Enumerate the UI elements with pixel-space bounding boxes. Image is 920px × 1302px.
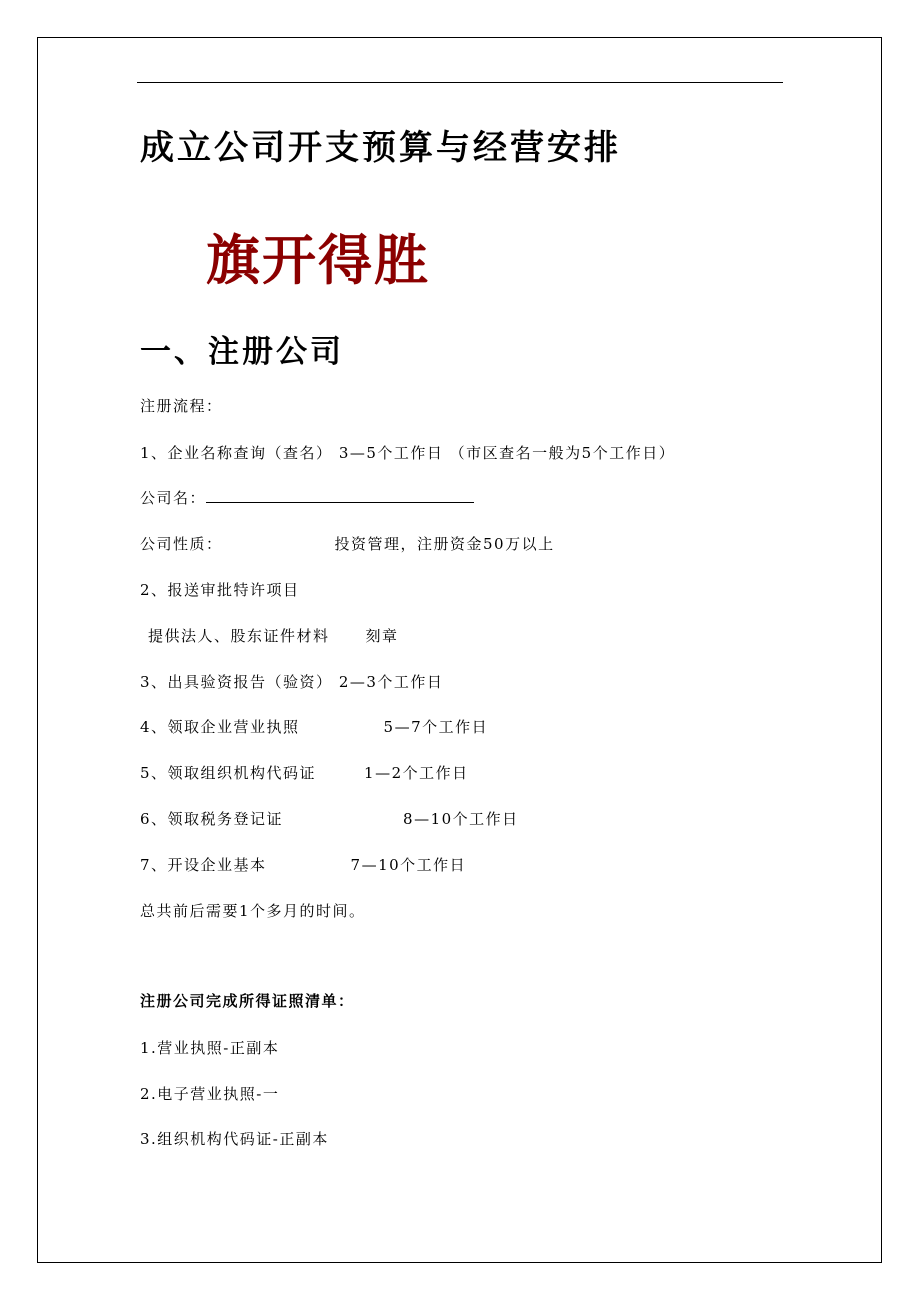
company-name-label: 公司名：: [140, 489, 207, 507]
cert-item-3: 3.组织机构代码证-正副本: [140, 1130, 329, 1148]
document-subtitle: 旗开得胜: [206, 229, 430, 292]
step-7-label: 7、开设企业基本: [140, 856, 267, 874]
step-4-label: 4、领取企业营业执照: [140, 718, 300, 736]
cert-item-1: 1.营业执照-正副本: [140, 1039, 280, 1057]
materials-value: 刻章: [365, 627, 399, 645]
materials-label: 提供法人、股东证件材料: [148, 627, 330, 645]
step-6-label: 6、领取税务登记证: [140, 810, 284, 828]
cert-item-2: 2.电子营业执照-一: [140, 1085, 280, 1103]
cert-list-heading: 注册公司完成所得证照清单：: [140, 992, 355, 1010]
step-4-value: 5—7个工作日: [383, 718, 489, 736]
section-heading: 一、注册公司: [140, 334, 344, 370]
company-nature-label: 公司性质：: [140, 535, 223, 553]
header-rule: [137, 82, 783, 83]
step-4: [140, 717, 488, 737]
step-6-value: 8—10个工作日: [403, 810, 519, 828]
step-3: 3、出具验资报告（验资） 2—3个工作日: [140, 673, 444, 691]
step-6: [140, 809, 519, 829]
step-5-value: 1—2个工作日: [364, 764, 469, 782]
document-title: 成立公司开支预算与经营安排: [140, 128, 621, 168]
step-7: [140, 855, 466, 875]
total-time-note: 总共前后需要1个多月的时间。: [140, 902, 366, 920]
company-nature-line: [140, 534, 555, 554]
company-name-blank: [206, 488, 474, 503]
materials-line: [148, 626, 399, 646]
page-border: [37, 37, 882, 1263]
process-label: 注册流程：: [140, 397, 223, 415]
company-name-line: [140, 488, 474, 508]
step-1: 1、企业名称查询（查名） 3—5个工作日 （市区查名一般为5个工作日）: [140, 444, 676, 462]
step-5: [140, 763, 469, 783]
company-nature-value: 投资管理，注册资金50万以上: [334, 535, 555, 553]
step-2: 2、报送审批特许项目: [140, 581, 300, 599]
step-5-label: 5、领取组织机构代码证: [140, 764, 317, 782]
step-7-value: 7—10个工作日: [350, 856, 467, 874]
